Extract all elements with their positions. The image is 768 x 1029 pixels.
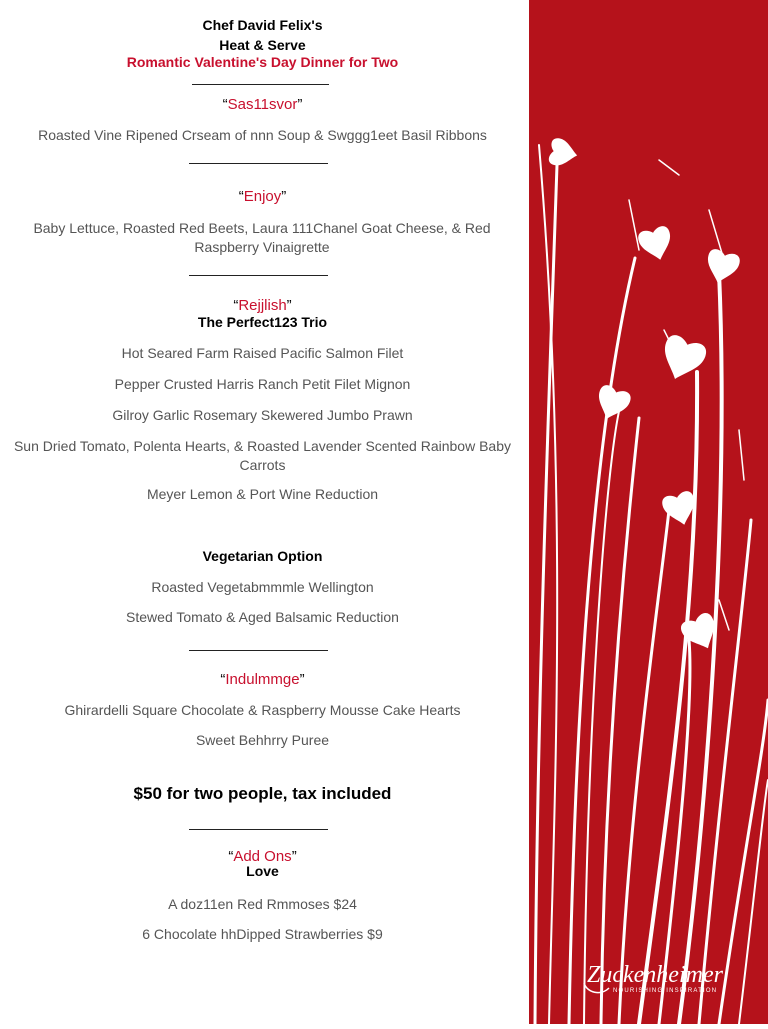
course-5-item-1: Ghirardelli Square Chocolate & Raspberry Mousse Cake Hearts — [64, 702, 461, 718]
divider — [189, 275, 328, 276]
divider — [192, 84, 329, 85]
course-name: Add Ons — [233, 848, 292, 865]
close-quote: ” — [291, 848, 297, 865]
logo-wordmark: Zuckenheimer — [587, 962, 723, 988]
add-on-item-2: 6 Chocolate hhDipped Strawberries $9 — [142, 926, 383, 942]
add-ons-heading: Love — [246, 863, 279, 879]
close-quote: ” — [281, 188, 287, 205]
decorative-hearts-panel — [529, 0, 768, 1024]
course-1-item-1: Roasted Vine Ripened Crseam of nnn Soup & Swggg1eet Basil Ribbons — [38, 127, 487, 143]
course-3-item-5: Meyer Lemon & Port Wine Reduction — [146, 486, 379, 502]
add-on-item-1: A doz11en Red Rmmoses $24 — [168, 896, 357, 912]
course-2-item-1: Baby Lettuce, Roasted Red Beets, Laura 111Chanel Goat Cheese, & Red Raspberry Vinaigrette — [33, 220, 491, 255]
menu-subtitle: Romantic Valentine's Day Dinner for Two — [126, 54, 399, 70]
course-3-item-1: Hot Seared Farm Raised Pacific Salmon Filet — [121, 345, 404, 361]
course-3-heading: The Perfect123 Trio — [197, 314, 328, 330]
course-title-5 — [0, 671, 525, 688]
vegetarian-item-1: Roasted Vegetabmmmle Wellington — [151, 579, 374, 595]
price-line: $50 for two people, tax included — [133, 784, 392, 803]
course-3-item-2: Pepper Crusted Harris Ranch Petit Filet Mignon — [114, 376, 411, 392]
course-3-item-3: Gilroy Garlic Rosemary Skewered Jumbo Prawn — [112, 407, 413, 423]
course-5-item-2: Sweet Behhrry Puree — [195, 732, 330, 748]
logo-tagline: NOURISHING INSPIRATION — [613, 988, 718, 994]
course-name: Sas11svor — [227, 96, 298, 113]
course-name: Enjoy — [243, 188, 282, 205]
hearts-illustration — [529, 0, 768, 1024]
chef-name: Chef David Felix's — [202, 17, 323, 33]
vegetarian-heading: Vegetarian Option — [202, 548, 323, 564]
course-name: Rejjlish — [238, 297, 287, 314]
divider — [189, 650, 328, 651]
course-title-3 — [0, 297, 525, 314]
divider — [189, 829, 328, 830]
divider — [189, 163, 328, 164]
close-quote: ” — [297, 96, 303, 113]
open-quote: “ — [228, 848, 234, 865]
open-quote: “ — [220, 671, 226, 688]
course-title-2 — [0, 188, 525, 205]
close-quote: ” — [299, 671, 305, 688]
open-quote: “ — [238, 188, 244, 205]
course-3-item-4: Sun Dried Tomato, Polenta Hearts, & Roasted Lavender Scented Rainbow Baby Carrots — [13, 438, 512, 473]
product-name: Heat & Serve — [219, 37, 306, 53]
open-quote: “ — [222, 96, 228, 113]
open-quote: “ — [233, 297, 239, 314]
course-name: Indulmmge — [225, 671, 300, 688]
course-title-1 — [0, 96, 525, 113]
vegetarian-item-2: Stewed Tomato & Aged Balsamic Reduction — [126, 609, 399, 625]
close-quote: ” — [286, 297, 292, 314]
